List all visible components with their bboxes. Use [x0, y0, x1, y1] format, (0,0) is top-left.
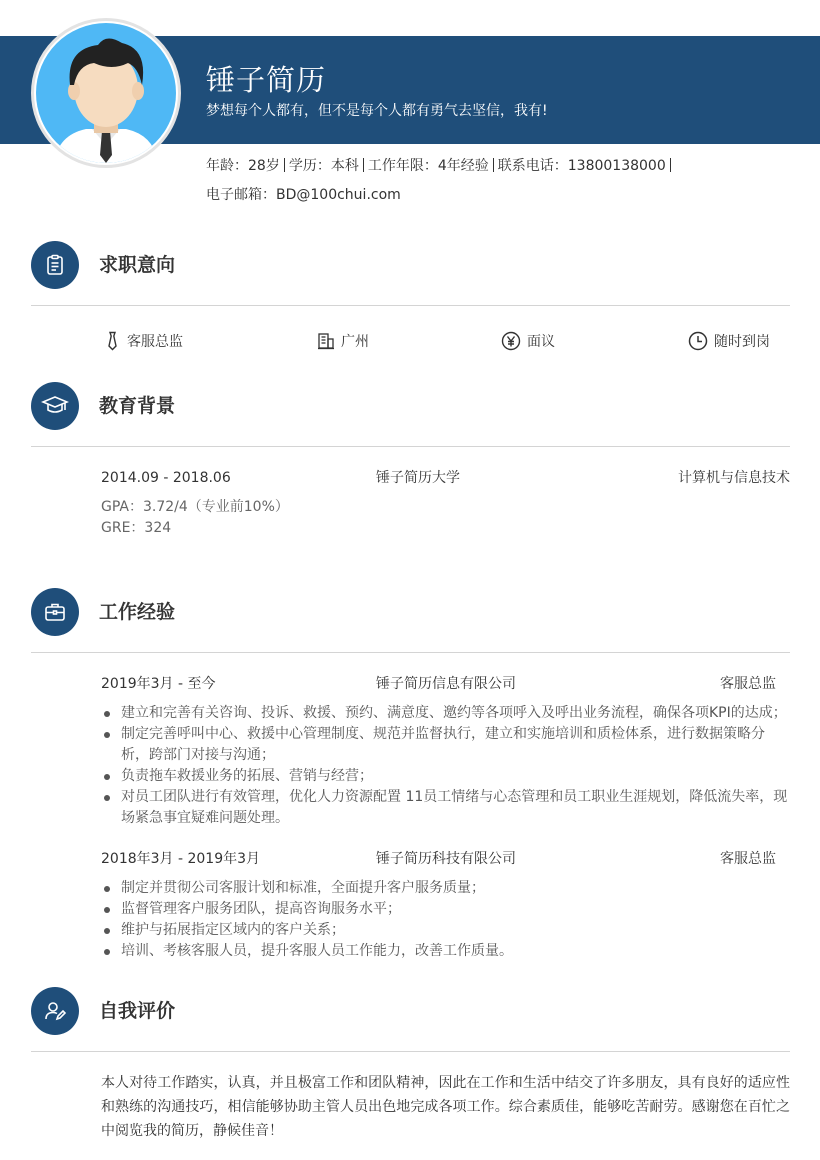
intent-city-label: 广州 [341, 334, 369, 350]
education-major: 计算机与信息技术 [678, 470, 790, 486]
section-work [31, 588, 790, 638]
section-title: 求职意向 [99, 254, 176, 276]
yen-icon [501, 331, 521, 351]
job-position: 客服总监 [720, 676, 776, 692]
job-position: 客服总监 [720, 851, 776, 867]
job-company: 锤子简历科技有限公司 [376, 851, 516, 867]
list-item: 对员工团队进行有效管理，优化人力资源配置 11员工情绪与心态管理和员工职业生涯规划，降低流失率，现场紧急事宜疑难问题处理。 [101, 787, 790, 829]
list-item: 监督管理客户服务团队，提高咨询服务水平； [101, 899, 790, 920]
info-divider [670, 158, 671, 172]
list-item: 培训、考核客服人员，提升客服人员工作能力，改善工作质量。 [101, 941, 790, 962]
info-divider [363, 158, 364, 172]
intent-availability-label: 随时到岗 [714, 334, 770, 350]
education-gpa: GPA：3.72/4（专业前10%） [101, 499, 289, 515]
section-job-intent [31, 241, 790, 291]
clock-icon [688, 331, 708, 351]
intent-position-label: 客服总监 [127, 334, 183, 350]
education-school: 锤子简历大学 [376, 470, 460, 486]
section-divider [31, 446, 790, 447]
job-period: 2018年3月 - 2019年3月 [101, 851, 261, 867]
tie-icon [104, 331, 121, 351]
list-item: 制定完善呼叫中心、救援中心管理制度、规范并监督执行，建立和实施培训和质检体系，进行数据策略分析，跨部门对接与沟通； [101, 724, 790, 766]
info-phone: 联系电话：13800138000 [497, 158, 666, 174]
motto: 梦想每个人都有，但不是每个人都有勇气去坚信，我有! [206, 103, 548, 119]
list-item: 负责拖车救援业务的拓展、营销与经营； [101, 766, 790, 787]
intent-salary [501, 330, 555, 352]
list-item: 建立和完善有关咨询、投诉、救援、预约、满意度、邀约等各项呼入及呼出业务流程，确保各项KPI的达成； [101, 703, 790, 724]
job-period: 2019年3月 - 至今 [101, 676, 216, 692]
info-email: 电子邮箱：BD@100chui.com [206, 187, 401, 203]
intent-availability [688, 330, 770, 352]
section-education [31, 382, 790, 432]
personal-info-row [206, 156, 675, 176]
info-experience: 工作年限：4年经验 [367, 158, 489, 174]
user-edit-icon [31, 987, 79, 1035]
list-item: 制定并贯彻公司客服计划和标准，全面提升客户服务质量； [101, 878, 790, 899]
info-age: 年龄：28岁 [206, 158, 280, 174]
resume-name: 锤子简历 [206, 63, 327, 97]
intent-city [317, 330, 369, 352]
education-gre: GRE：324 [101, 520, 172, 536]
section-title: 自我评价 [99, 1000, 176, 1022]
section-title: 教育背景 [99, 395, 176, 417]
avatar [36, 23, 176, 163]
list-item: 维护与拓展指定区域内的客户关系； [101, 920, 790, 941]
info-divider [493, 158, 494, 172]
graduation-cap-icon [31, 382, 79, 430]
briefcase-icon [31, 588, 79, 636]
education-period: 2014.09 - 2018.06 [101, 470, 231, 486]
job-duties-list [101, 878, 790, 962]
section-title: 工作经验 [99, 601, 176, 623]
intent-position [104, 330, 183, 352]
section-divider [31, 305, 790, 306]
job-duties-list [101, 703, 790, 829]
clipboard-icon [31, 241, 79, 289]
info-education: 学历：本科 [288, 158, 359, 174]
info-divider [284, 158, 285, 172]
section-divider [31, 1051, 790, 1052]
job-company: 锤子简历信息有限公司 [376, 676, 516, 692]
self-evaluation-text: 本人对待工作踏实，认真，并且极富工作和团队精神，因此在工作和生活中结交了许多朋友，具有良好的适应性和熟练的沟通技巧，相信能够协助主管人员出色地完成各项工作。综合素质佳，能够吃苦耐劳。感谢您在百忙之中阅览我的简历，静候佳音！ [101, 1075, 790, 1139]
avatar-illustration [36, 23, 176, 163]
intent-salary-label: 面议 [527, 334, 555, 350]
building-icon [317, 332, 335, 350]
section-self-evaluation [31, 987, 790, 1037]
section-divider [31, 652, 790, 653]
